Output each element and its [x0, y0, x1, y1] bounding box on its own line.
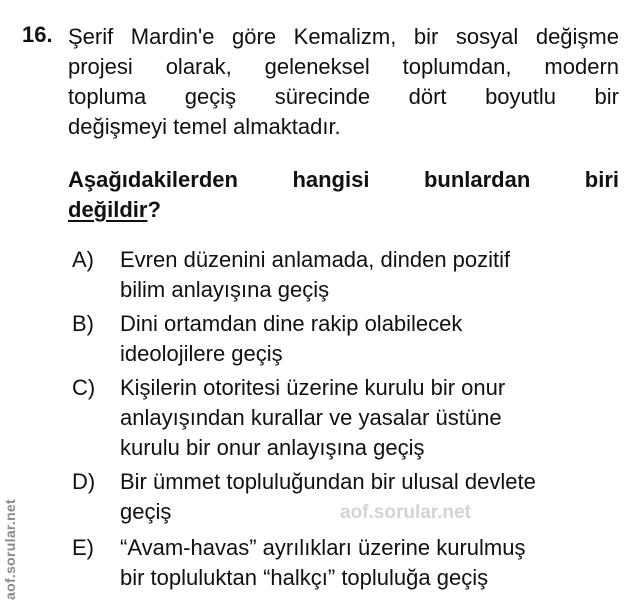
- question-line: projesi olarak, geleneksel toplumdan, modern: [68, 54, 619, 79]
- stem-question-mark: ?: [147, 197, 161, 222]
- option-letter: B): [72, 311, 94, 336]
- question-line: değişmeyi temel almaktadır.: [68, 114, 341, 139]
- option-text: Dini ortamdan dine rakip olabilecek ideolojilere geçiş: [120, 311, 463, 366]
- question-number: 16.: [22, 22, 53, 47]
- option-letter: C): [72, 375, 96, 400]
- question-text: [68, 22, 619, 142]
- option-text: “Avam-havas” ayrılıkları üzerine kurulmuş bir topluluktan “halkçı” topluluğa geçiş: [120, 535, 526, 590]
- question-line: Şerif Mardin'e göre Kemalizm, bir sosyal değişme: [68, 24, 619, 49]
- watermark-side: aof.sorular.net: [2, 499, 18, 600]
- question-line: topluma geçiş sürecinde dört boyutlu bir: [68, 84, 619, 109]
- option-text: Kişilerin otoritesi üzerine kurulu bir onur anlayışından kurallar ve yasalar üstüne kurulu bir onur anlayışına geçiş: [120, 375, 506, 460]
- stem-emphasis: değildir: [68, 197, 148, 222]
- option-letter: A): [72, 247, 94, 272]
- watermark-center: aof.sorular.net: [340, 502, 471, 523]
- stem-line-2: [68, 195, 619, 225]
- option-text: Evren düzenini anlamada, dinden pozitif bilim anlayışına geçiş: [120, 247, 511, 302]
- option-text: Bir ümmet topluluğundan bir ulusal devlete geçiş: [120, 469, 536, 524]
- question-stem: [68, 165, 619, 225]
- option-letter: E): [72, 535, 94, 560]
- option-letter: D): [72, 469, 96, 494]
- stem-line: Aşağıdakilerden hangisi bunlardan biri: [68, 167, 619, 192]
